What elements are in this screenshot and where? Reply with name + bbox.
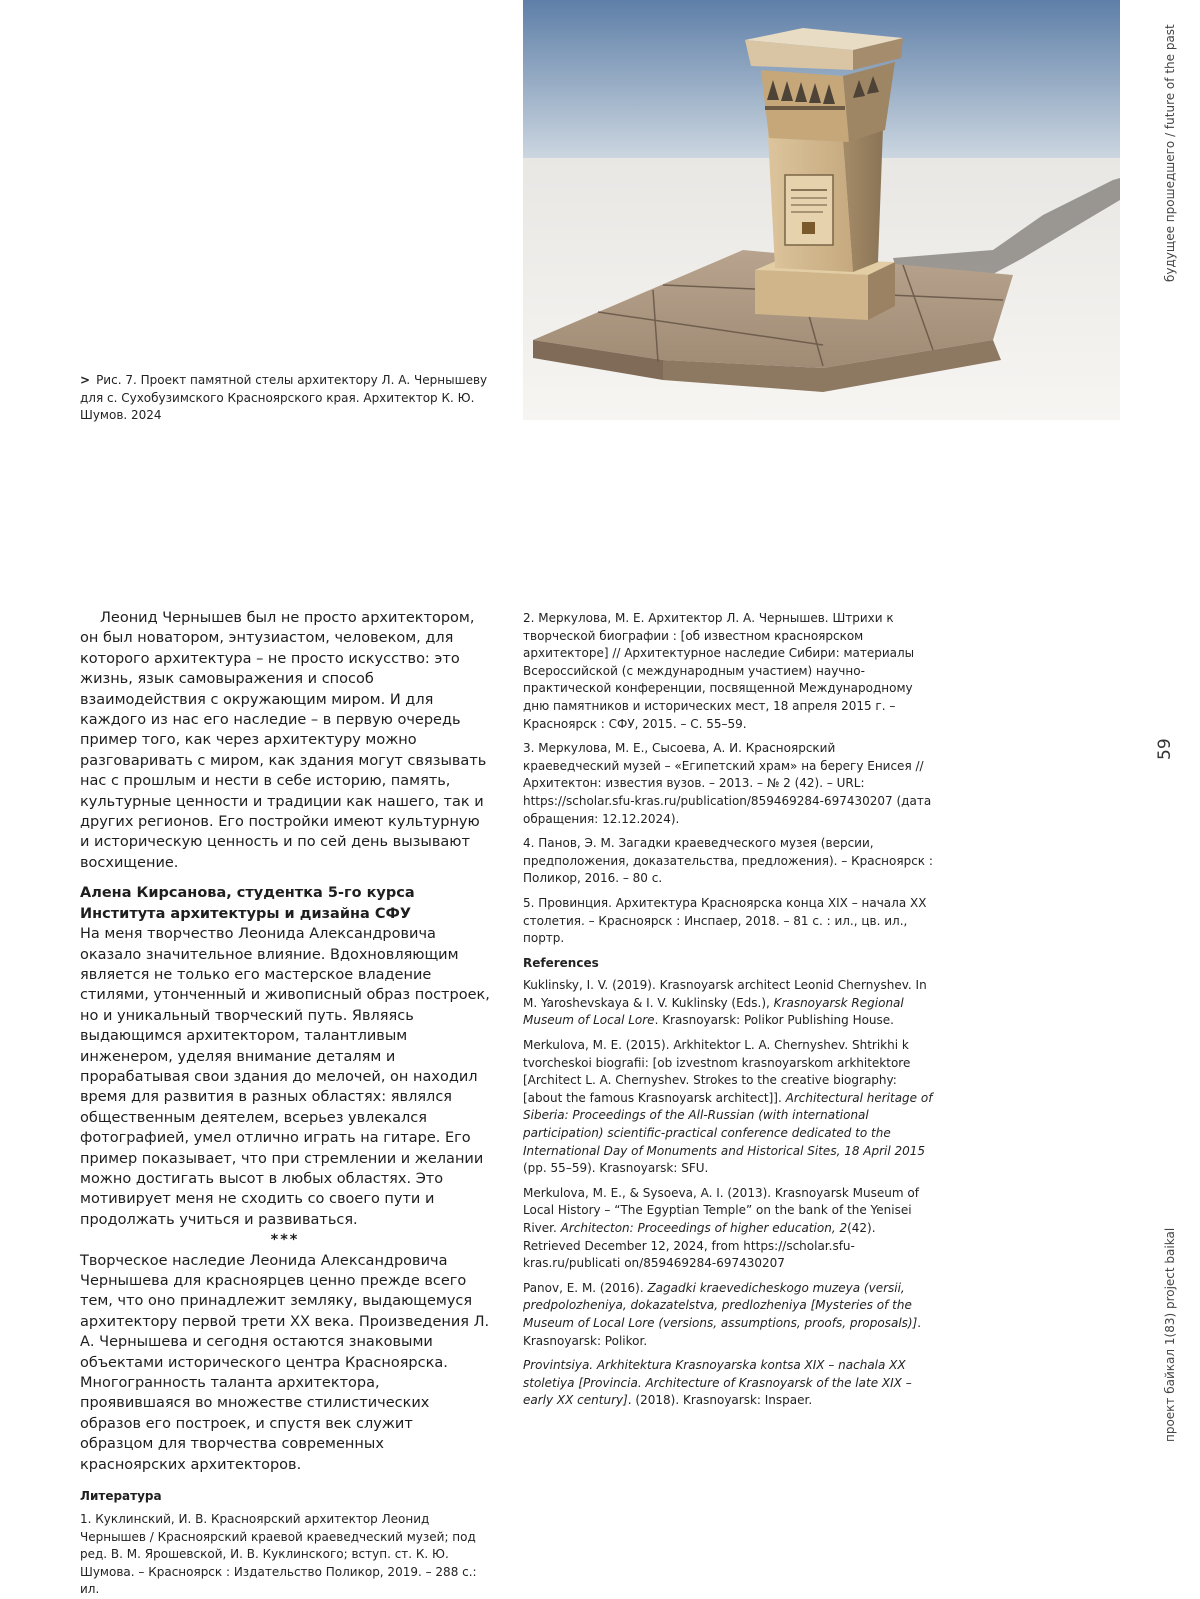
section-divider: *** (270, 1232, 300, 1249)
reference-3: Merkulova, M. E., & Sysoeva, A. I. (2013). Krasnoyarsk Museum of Local History – “The Egyptian Temple” on the bank of the Yenisei River. Architecton: Proceedings of higher education, 2(42). Retrieved December 12, 2024, from https://scholar.sfu-kras.ru/publicati on/859469284-697430207 (523, 1185, 919, 1271)
caption-arrow-icon: > (80, 373, 91, 387)
stele-rendering-image (523, 0, 1120, 420)
page-number: 59 (1155, 738, 1175, 760)
paragraph-2: На меня творчество Леонида Александровича оказало значительное влияние. Вдохновляющим является не только его мастерское владение стилями, утонченный и живописный образ построек, но и уникальный творческий путь. Являясь выдающимся архитектором, талантливым инженером, уделяя внимание деталям и прорабатывая свои здания до мелочей, он находил время для развития в разных областях: являлся общественным деятелем, всерьез увлекался фотографией, умел отлично играть на гитаре. Его пример показывает, что при стремлении и желании можно достигать высот в любых областях. Это мотивирует меня не сходить со своего пути и продолжать учиться и развиваться. (80, 926, 490, 1228)
quote-author-heading: Алена Кирсанова, студентка 5-го курса Института архитектуры и дизайна СФУ (80, 885, 415, 922)
section-label: будущее прошедшего / future of the past (1163, 24, 1177, 282)
paragraph-3: Творческое наследие Леонида Александровича Чернышева для красноярцев ценно прежде всего тем, что оно принадлежит земляку, выдающемуся архитектору первой трети XX века. Произведения Л. А. Чернышева и сегодня остаются знаковыми объектами исторического центра Красноярска. Многогранность таланта архитектора, проявившаяся во множестве стилистических образов его построек, и спустя век служит образцом для творчества современных красноярских архитекторов. (80, 1252, 490, 1473)
bibliography-column (523, 610, 933, 1417)
reference-1: Kuklinsky, I. V. (2019). Krasnoyarsk architect Leonid Chernyshev. In M. Yaroshevskaya & I. V. Kuklinsky (Eds.), Krasnoyarsk Regional Museum of Local Lore. Krasnoyarsk: Polikor Publishing House. (523, 978, 927, 1028)
journal-label: проект байкал 1(83) project baikal (1163, 1227, 1177, 1442)
literature-item-4: 4. Панов, Э. М. Загадки краеведческого музея (версии, предположения, доказательства, предложения). – Красноярск : Поликор, 2016. – 80 с. (523, 836, 933, 886)
literature-item-3: 3. Меркулова, М. Е., Сысоева, А. И. Красноярский краеведческий музей – «Египетский храм» на берегу Енисея // Архитектон: известия вузов. – 2013. – № 2 (42). – URL: https://scholar.sfu-kras.ru/publication/859469284-697430207 (дата обращения: 12.12.2024). (523, 741, 932, 826)
caption-text: Рис. 7. Проект памятной стелы архитектору Л. А. Чернышеву для с. Сухобузимского Красноярского края. Архитектор К. Ю. Шумов. 2024 (80, 373, 488, 422)
reference-4: Panov, E. M. (2016). Zagadki kraevedicheskogo muzeya (versii, predpolozheniya, dokazatelstva, predlozheniya [Mysteries of the Museum of Local Lore (versions, assumptions, proofs, proposals)]. Krasnoyarsk: Polikor. (523, 1280, 922, 1348)
literature-item-2: 2. Меркулова, М. Е. Архитектор Л. А. Чернышев. Штрихи к творческой биографии : [об известном красноярском архитекторе] // Архитектурное наследие Сибири: материалы Всероссийской (с международным участием) научно-практической конференции, посвященной Международному дню памятников и исторических мест, 18 апреля 2015 г. – Красноярск : СФУ, 2015. – С. 55–59. (523, 611, 915, 731)
paragraph-1: Леонид Чернышев был не просто архитектором, он был новатором, энтузиастом, человеком, для которого архитектура – не просто искусство: это жизнь, язык самовыражения и способ взаимодействия с окружающим миром. И для каждого из нас его наследие – в первую очередь пример того, как через архитектуру можно разговаривать с миром, как здания могут связывать нас с прошлым и нести в себе историю, память, культурные ценности и традиции как нашего, так и других регионов. Его постройки имеют культурную и историческую ценность и по сей день вызывают восхищение. (80, 610, 487, 871)
reference-5: Provintsiya. Arkhitektura Krasnoyarska kontsa XIX – nachala XX stoletiya [Provincia. Architecture of Krasnoyarsk of the late XIX – early XX century]. (2018). Krasnoyarsk: Inspaer. (523, 1358, 912, 1408)
main-text-column (80, 608, 490, 1599)
literature-item-5: 5. Провинция. Архитектура Красноярска конца XIX – начала XX столетия. – Красноярск : Инспаер, 2018. – 81 с. : ил., цв. ил., портр. (523, 895, 927, 946)
figure-caption (80, 372, 490, 425)
reference-2: Merkulova, M. E. (2015). Arkhitektor L. A. Chernyshev. Shtrikhi k tvorcheskoi biografii: [ob izvestnom krasnoyarskom arkhitektore [Architect L. A. Chernyshev. Strokes to the creative biography: [about the famous Krasnoyarsk architect]]. Architectural heritage of Siberia: Proceedings of the All-Russian (with international participation) scientific-practical conference dedicated to the International Day of Monuments and Historical Sites, 18 April 2015 (pp. 55–59). Krasnoyarsk: SFU. (523, 1038, 933, 1176)
references-heading: References (523, 955, 599, 970)
literature-heading: Литература (80, 1489, 162, 1504)
literature-item-1: 1. Куклинский, И. В. Красноярский архитектор Леонид Чернышев / Красноярский краевой краеведческий музей; под ред. В. М. Ярошевской, И. В. Куклинского; вступ. ст. К. Ю. Шумова. – Красноярск : Издательство Поликор, 2019. – 288 с.: ил. (80, 1512, 477, 1597)
